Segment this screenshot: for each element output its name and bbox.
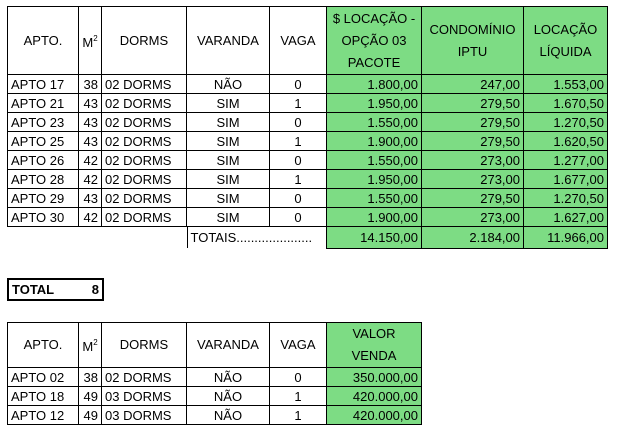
cell-vaga: 0 [270, 368, 327, 387]
cell-valor-venda: 420.000,00 [327, 387, 422, 406]
cell-vaga: 0 [270, 208, 327, 227]
cell-vaga: 0 [270, 189, 327, 208]
totals-row [8, 227, 608, 249]
cell-vaga: 1 [270, 387, 327, 406]
cell-varanda: NÃO [187, 387, 270, 406]
cell-locacao: 1.900,00 [327, 208, 422, 227]
cell-apto: APTO 23 [8, 113, 79, 132]
cell-locacao: 1.550,00 [327, 113, 422, 132]
table-row [8, 132, 608, 151]
cell-m2: 49 [79, 406, 102, 425]
cell-m2: 43 [79, 94, 102, 113]
cell-vaga: 0 [270, 75, 327, 94]
cell-m2: 49 [79, 387, 102, 406]
cell-m2: 38 [79, 75, 102, 94]
cell-vaga: 0 [270, 113, 327, 132]
sale-table [7, 322, 422, 425]
cell-m2: 43 [79, 113, 102, 132]
cell-condominio-iptu: 247,00 [422, 75, 524, 94]
cell-locacao-liquida: 1.620,50 [524, 132, 608, 151]
cell-locacao: 1.900,00 [327, 132, 422, 151]
table-row [8, 113, 608, 132]
cell-apto: APTO 26 [8, 151, 79, 170]
header-locacao-liquida: LOCAÇÃO LÍQUIDA [524, 7, 608, 75]
cell-vaga: 1 [270, 170, 327, 189]
cell-varanda: SIM [187, 170, 270, 189]
cell-apto: APTO 28 [8, 170, 79, 189]
cell-locacao-liquida: 1.270,50 [524, 189, 608, 208]
cell-m2: 38 [79, 368, 102, 387]
cell-locacao: 1.950,00 [327, 170, 422, 189]
cell-locacao-liquida: 1.677,00 [524, 170, 608, 189]
cell-varanda: SIM [187, 151, 270, 170]
cell-m2: 42 [79, 170, 102, 189]
totals-label: TOTAIS..................... [187, 227, 327, 248]
cell-condominio-iptu: 273,00 [422, 170, 524, 189]
header-vaga: VAGA [270, 7, 327, 75]
header-dorms: DORMS [102, 7, 187, 75]
total-label: TOTAL [12, 282, 55, 297]
header-vaga: VAGA [270, 323, 327, 368]
cell-vaga: 1 [270, 406, 327, 425]
cell-varanda: NÃO [187, 368, 270, 387]
cell-dorms: 02 DORMS [102, 75, 187, 94]
rental-header-row [8, 7, 608, 75]
cell-apto: APTO 02 [8, 368, 79, 387]
table-row [8, 387, 422, 406]
cell-condominio-iptu: 279,50 [422, 132, 524, 151]
cell-locacao-liquida: 1.270,50 [524, 113, 608, 132]
table-row [8, 151, 608, 170]
cell-vaga: 0 [270, 151, 327, 170]
cell-valor-venda: 420.000,00 [327, 406, 422, 425]
header-varanda: VARANDA [187, 323, 270, 368]
cell-locacao-liquida: 1.670,50 [524, 94, 608, 113]
cell-locacao-liquida: 1.277,00 [524, 151, 608, 170]
table-row [8, 189, 608, 208]
cell-m2: 42 [79, 151, 102, 170]
cell-vaga: 1 [270, 94, 327, 113]
cell-m2: 42 [79, 208, 102, 227]
cell-varanda: SIM [187, 94, 270, 113]
header-valor-venda: VALOR VENDA [327, 323, 422, 368]
cell-locacao: 1.950,00 [327, 94, 422, 113]
table-row [8, 94, 608, 113]
cell-apto: APTO 12 [8, 406, 79, 425]
cell-dorms: 02 DORMS [102, 94, 187, 113]
cell-m2: 43 [79, 189, 102, 208]
table-row [8, 75, 608, 94]
cell-valor-venda: 350.000,00 [327, 368, 422, 387]
cell-m2: 43 [79, 132, 102, 151]
cell-apto: APTO 17 [8, 75, 79, 94]
cell-apto: APTO 18 [8, 387, 79, 406]
cell-condominio-iptu: 273,00 [422, 208, 524, 227]
cell-dorms: 03 DORMS [102, 406, 187, 425]
cell-apto: APTO 30 [8, 208, 79, 227]
header-locacao: $ LOCAÇÃO - OPÇÃO 03 PACOTE [327, 7, 422, 75]
cell-total-locacao: 14.150,00 [327, 227, 422, 249]
total-value: 8 [91, 282, 99, 297]
cell-locacao: 1.550,00 [327, 189, 422, 208]
table-row [8, 170, 608, 189]
header-m2: $M^2$ [79, 7, 102, 75]
cell-varanda: SIM [187, 189, 270, 208]
cell-dorms: 02 DORMS [102, 151, 187, 170]
header-apto: APTO. [8, 323, 79, 368]
cell-varanda: SIM [187, 208, 270, 227]
header-m2: $M^2$ [79, 323, 102, 368]
header-dorms: DORMS [102, 323, 187, 368]
cell-varanda: NÃO [187, 406, 270, 425]
table-row [8, 406, 422, 425]
cell-locacao: 1.550,00 [327, 151, 422, 170]
cell-condominio-iptu: 279,50 [422, 113, 524, 132]
cell-dorms: 02 DORMS [102, 170, 187, 189]
cell-dorms: 02 DORMS [102, 132, 187, 151]
cell-dorms: 03 DORMS [102, 387, 187, 406]
cell-vaga: 1 [270, 132, 327, 151]
total-count-box [7, 278, 104, 301]
cell-varanda: SIM [187, 113, 270, 132]
cell-locacao: 1.800,00 [327, 75, 422, 94]
cell-condominio-iptu: 273,00 [422, 151, 524, 170]
cell-apto: APTO 21 [8, 94, 79, 113]
rental-table [7, 6, 608, 249]
cell-apto: APTO 25 [8, 132, 79, 151]
cell-locacao-liquida: 1.627,00 [524, 208, 608, 227]
cell-total-liquida: 11.966,00 [524, 227, 608, 249]
cell-dorms: 02 DORMS [102, 113, 187, 132]
cell-varanda: NÃO [187, 75, 270, 94]
header-varanda: VARANDA [187, 7, 270, 75]
cell-dorms: 02 DORMS [102, 189, 187, 208]
header-condominio-iptu: CONDOMÍNIO IPTU [422, 7, 524, 75]
header-apto: APTO. [8, 7, 79, 75]
table-row [8, 208, 608, 227]
table-row [8, 368, 422, 387]
cell-locacao-liquida: 1.553,00 [524, 75, 608, 94]
cell-dorms: 02 DORMS [102, 208, 187, 227]
sale-header-row [8, 323, 422, 368]
cell-apto: APTO 29 [8, 189, 79, 208]
cell-total-condominio: 2.184,00 [422, 227, 524, 249]
totals-spacer [8, 227, 327, 249]
cell-condominio-iptu: 279,50 [422, 189, 524, 208]
cell-varanda: SIM [187, 132, 270, 151]
cell-dorms: 02 DORMS [102, 368, 187, 387]
cell-condominio-iptu: 279,50 [422, 94, 524, 113]
